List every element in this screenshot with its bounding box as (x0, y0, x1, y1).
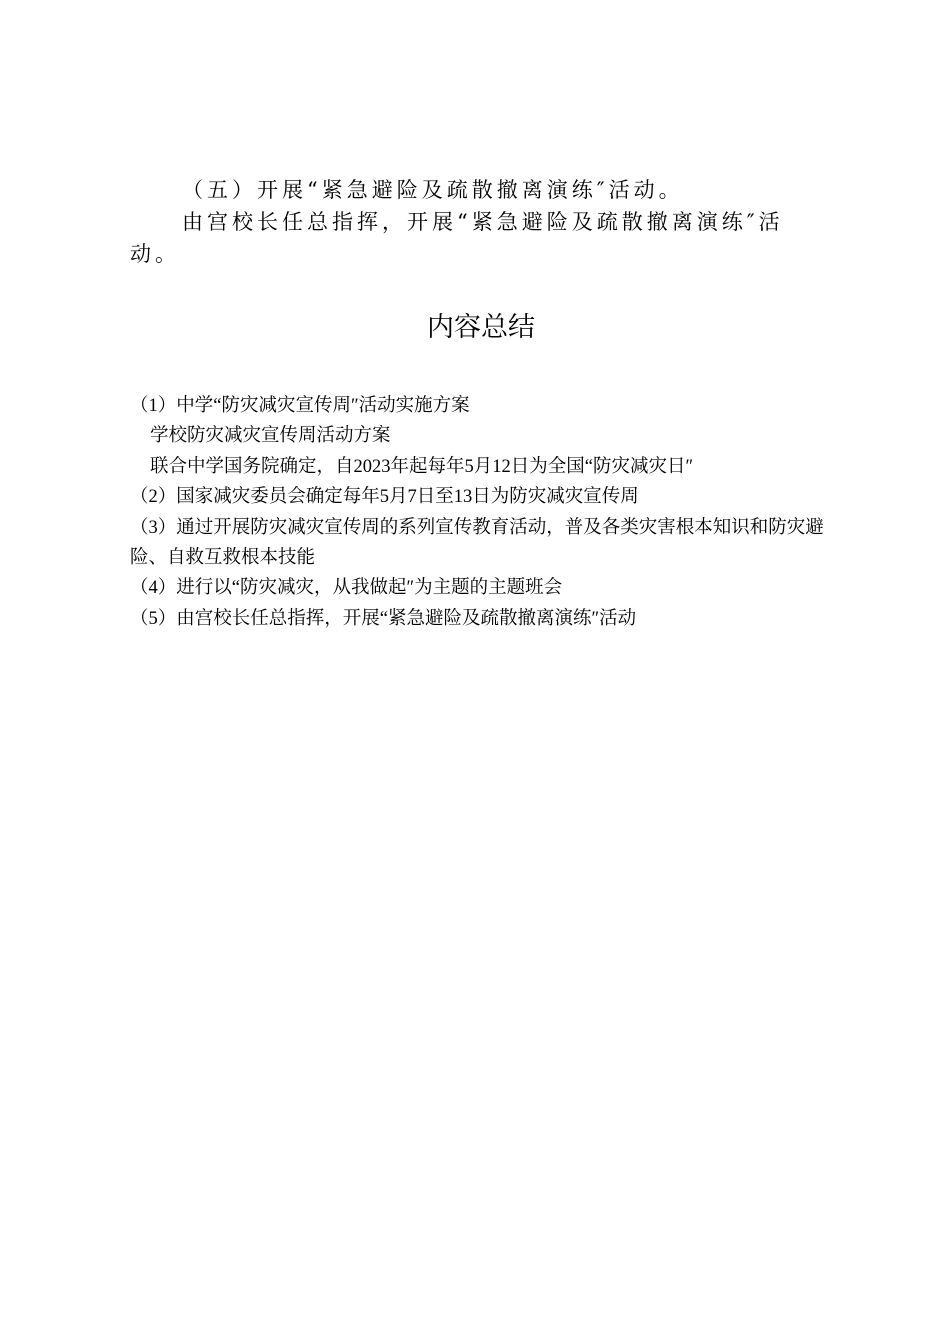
summary-line: （5）由宫校长任总指挥，开展“紧急避险及疏散撤离演练″活动 (130, 608, 637, 629)
summary-line: （1）中学“防灾减灾宣传周″活动实施方案 (130, 396, 470, 416)
body-paragraph: 由宫校长任总指挥，开展“紧急避险及疏散撤离演练″活动。 (130, 210, 784, 266)
summary-line: （2）国家减灾委员会确定每年5月7日至13日为防灾减灾宣传周 (130, 487, 639, 508)
summary-list (130, 391, 830, 634)
body-paragraph: （五）开展“紧急避险及疏散撤离演练″活动。 (182, 178, 684, 202)
summary-title: 内容总结 (427, 312, 535, 343)
summary-line: 学校防灾减灾宣传周活动方案 (150, 426, 391, 447)
summary-line: 联合中学国务院确定，自2023年起每年5月12日为全国“防灾减灾日″ (150, 456, 694, 477)
summary-line: （4）进行以“防灾减灾，从我做起″为主题的主题班会 (130, 578, 563, 599)
summary-line: （3）通过开展防灾减灾宣传周的系列宣传教育活动，普及各类灾害根本知识和防灾避险、自救互救根本技能 (130, 517, 824, 569)
